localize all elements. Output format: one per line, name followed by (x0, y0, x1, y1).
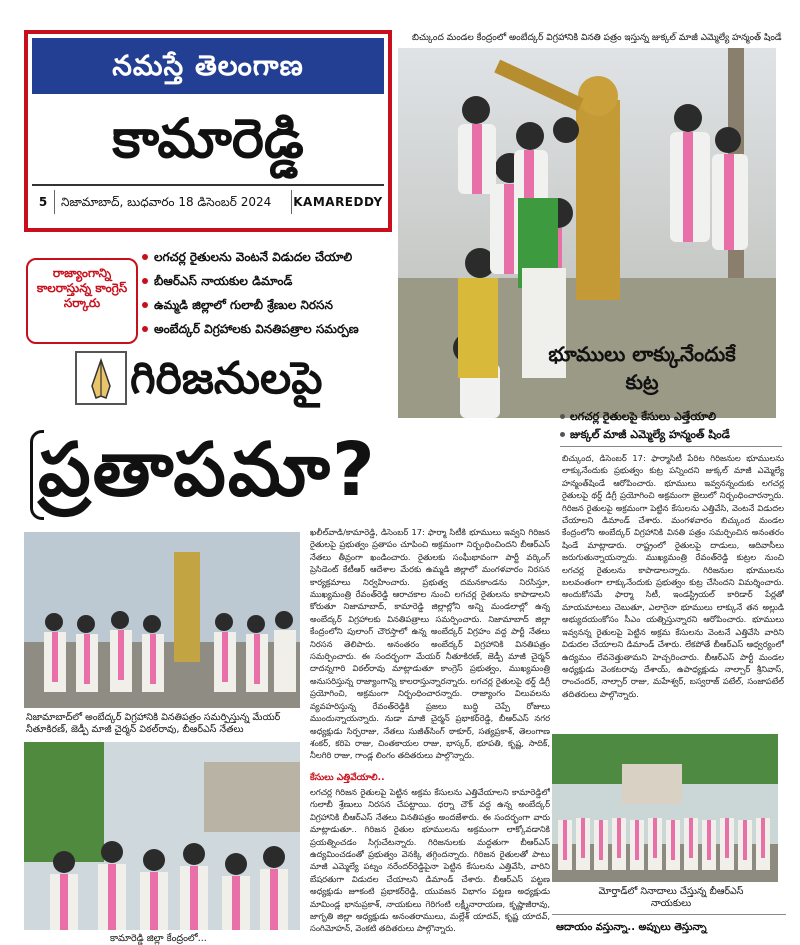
nizamabad-protest-photo (24, 532, 300, 708)
mortad-protest-photo (552, 734, 778, 882)
kamareddy-illustration (24, 742, 300, 930)
main-story-body: ఖలీల్‌వాడి/కామారెడ్డి, డిసెంబర్‌ 17: ఫార్మా సిటీకి భూములు ఇవ్వని గిరిజన రైతులపై ప్రభుత్వం ప్రతాపం చూపించి అక్రమంగా నిర్బంధించిందని బీఆర్‌ఎస్‌ నేతలు తీవ్రంగా ఖండించారు. రైతులకు సంఘీభావంగా పార్టీ వర్కింగ్‌ ప్రెసిడెంట్‌ కేటీఆర్‌ ఆదేశాల మేరకు ఉమ్మడి జిల్లాలో మంగళవారం నిరసన కార్యక్రమాలు నిర్వహించారు. ప్రభుత్వ దమనకాండను నిరసిస్తూ, ముఖ్యమంత్రి రేవంత్‌రెడ్డి ఆరాచకాల నుంచి లగచర్ల రైతులను కాపాడాలని కోరుతూ నిజామాబాద్‌, కామారెడ్డి జిల్లాల్లోని అన్ని మండలాల్లో ఉన్న అంబేద్కర్‌ విగ్రహాలకు వినతిపత్రాలు సమర్పించారు. నిజామాబాద్‌ జిల్లా కేంద్రంలోని పులాంగ్‌ చౌరస్తాలో ఉన్న అంబేద్కర్‌ విగ్రహం వద్ద పార్టీ నేతలు నిరసన తెలిపారు. అనంతరం అంబేద్కర్‌ విగ్రహానికి వినతిపత్రం సమర్పించారు. ఈ సందర్భంగా మేయర్‌ నీతూకిరణ్‌, జెడ్పీ మాజీ చైర్మన్‌ దాదన్నగారి విఠల్‌రావు మాట్లాడుతూ కాంగ్రెస్‌ ప్రభుత్వం, ముఖ్యమంత్రి అనుసరిస్తున్న రాజ్యాంగాన్ని కాలరాస్తున్నారన్నారు. లగచర్ల రైతులపై థర్డ్‌ డిగ్రీ ప్రయోగించి, అక్రమంగా నిర్బంధించారన్నారు. రాజ్యాంగం విలువలను వ్యవహరిస్తున్న రేవంత్‌రెడ్డికి ప్రజలు బుద్ధి చెప్పే రోజులు ముందున్నాయన్నారు. నుడా మాజీ చైర్మన్‌ ప్రభాకర్‌రెడ్డి, బీఆర్‌ఎస్‌ నగర అధ్యక్షుడు సిర్పరాజు, నేతలు సుజీత్‌సింగ్‌ ఠాకూర్‌, సత్యప్రకాశ్‌, తెలంగాణ శంకర్‌, కరిపె రాజు, చింతకాయల రాజు, భాస్కర్‌, భూపతి, కృష్ణ, సాదిక్‌, నీలగిరి రాజు, గాండ్ల లింగం తదితరులు పాల్గొన్నారు. (310, 527, 550, 761)
kamareddy-protest-photo (24, 742, 300, 930)
edition-title: కామారెడ్డి (112, 107, 304, 170)
key-point: లగచర్ల రైతులను వెంటనే విడుదల చేయాలి (142, 247, 398, 271)
key-point: అంబేద్కర్‌ విగ్రహాలకు వినతిపత్రాల సమర్పణ (142, 319, 398, 343)
side-story-headline: భూములు లాక్కునేందుకే కుట్ర (548, 342, 736, 394)
newspaper-brand: నమస్తే తెలంగాణ (32, 38, 384, 94)
nizamabad-illustration (24, 532, 300, 708)
masthead (24, 30, 392, 232)
main-story-subhead: కేసులు ఎత్తివేయాలి.. (310, 773, 385, 783)
kamareddy-photo-caption: కామారెడ్డి జిల్లా కేంద్రంలో... (110, 933, 207, 944)
side-point: జుక్కల్‌ మాజీ ఎమ్మెల్యే హన్మంత్‌ షిండే (560, 426, 788, 444)
slogan-badge: రాజ్యాంగాన్ని కాలరాస్తున్న కాంగ్రెస్‌ సర్కారు (26, 258, 138, 344)
side-story-body: బిచ్కుంద, డిసెంబర్‌ 17: ఫార్మాసిటీ పేరిట గిరిజనుల భూములను లాక్కునేందుకు ప్రభుత్వం కుట్ర పన్నిందని జుక్కల్‌ మాజీ ఎమ్మెల్యే హన్మంత్‌షిండే ఆరోపించారు. భూములు ఇవ్వనన్నందుకు లగచర్ల రైతులపై థర్డ్‌ డిగ్రీ ప్రయోగించి అక్రమంగా జైలులో నిర్బంధించారన్నారు. గిరిజన రైతులపై అక్రమంగా పెట్టిన కేసులను ఎత్తివేసి, వెంటనే విడుదల చేయాలని డిమాండ్‌ చేశారు. మంగళవారం బిచ్కుంద మండల కేంద్రంలోని అంబేద్కర్‌ విగ్రహానికి వినతి పత్రం సమర్పించిన అనంతరం షిండే మాట్లాడారు. రాష్ట్రంలో రైతులపై దాడులు, ఆదివాసీలు జరుగుతున్నాయన్నారు. ముఖ్యమంత్రి రేవంత్‌రెడ్డి కుట్రల నుంచి లగచర్ల రైతులను కాపాడాలన్నారు. గిరిజనుల భూములను బలవంతంగా లాక్కునేందుకు ప్రభుత్వం కుట్ర చేసిందని విమర్శించారు. అందుకోసమే ఫార్మా సిటీ, ఇండస్ట్రియల్‌ కారిడార్‌ పేర్లతో మాయమాటలు చెబుతూ, ఎలాగైనా భూములు లాక్కునే తన అల్లుడి అభ్యుదయంకోసం సీఎం యత్నిస్తున్నారని ఆరోపించారు. భూములు ఇవ్వనన్న రైతులపై పెట్టిన అక్రమ కేసులను వెంటనే ఎత్తివేసి వారిని విడుదల చేయాలని డిమాండ్‌ చేశారు. లేకపోతే బీఆర్‌ఎస్‌ ఆధ్వర్యంలో ఉద్యమం లేవనెత్తుతామని హెచ్చరించారు. బీఆర్‌ఎస్‌ పార్టీ మండల అధ్యక్షుడు వెంకటరావు దేశాయ్‌, ఉపాధ్యక్షుడు నాల్చార్‌ శ్రీనివాస్‌, రాంచందర్‌, నాల్చార్‌ రాజు, మహేశ్వర్‌, బస్వరాజ్‌ పటేల్‌, సంజాపటేల్‌ తదితరులు పాల్గొన్నారు. (562, 453, 784, 699)
mortad-photo-caption: మోర్తాడ్‌లో నినాదాలు చేస్తున్న బీఆర్‌ఎస్‌ నాయకులు (598, 886, 744, 909)
footer-divider (552, 914, 786, 915)
headline-line-2: ప్రతాపమా? (38, 427, 377, 513)
side-point: లగచర్ల రైతులపై కేసులు ఎత్తేయాలి (560, 408, 788, 426)
footer-teaser: ఆదాయం వస్తున్నా.. అప్పులు తెస్తున్నా (556, 922, 707, 933)
side-divider (560, 446, 782, 447)
nizamabad-photo-caption: నిజామాబాద్‌లో అంబేద్కర్‌ విగ్రహానికి వినతిపత్రం సమర్పిస్తున్న మేయర్‌ నీతూకిరణ్‌, జెడ్పీ మాజీ చైర్మన్‌ విఠల్‌రావు, బీఆర్‌ఎస్‌ నేతలు (26, 712, 281, 735)
page-number: 5 (38, 195, 48, 209)
key-points-list (142, 247, 398, 343)
main-story-body-2: లగచర్ల గిరిజన రైతులపై పెట్టిన అక్రమ కేసులను ఎత్తివేయాలని కామారెడ్డిలో గులాబీ శ్రేణులు నిరసన చేపట్టాయి. ధర్నా చౌక్‌ వద్ద ఉన్న అంబేద్కర్‌ విగ్రహానికి బీఆర్‌ఎస్‌ నేతలు వినతిపత్రం అందజేశారు. ఈ సందర్భంగా వారు మాట్లాడుతూ.. గిరిజన రైతుల భూములను అక్రమంగా లాక్కోవడానికి ప్రయత్నించడం సిగ్గుచేటన్నారు. గిరిజనులకు మద్దతుగా బీఆర్‌ఎస్‌ ఉద్యమించడంతో ప్రభుత్వం వెనక్కి తగ్గిందన్నారు. గిరిజన రైతులతో పాటు మాజీ ఎమ్మెల్యే పట్నం నరేందర్‌రెడ్డిపైనా పెట్టిన కేసులను ఎత్తివేసి, వారిని బేషరతుగా విడుదల చేయాలని డిమాండ్‌ చేశారు. బీఆర్‌ఎస్‌ పట్టణ అధ్యక్షుడు జూకంటి ప్రభాకర్‌రెడ్డి, యువజన విభాగం పట్టణ అధ్యక్షుడు మామిండ్ల భానుప్రకాశ్‌, నాయకులు గెరిగంటి లక్ష్మీనారాయణ, కృష్ణాజీరావు, జాగృతి జిల్లా అధ్యక్షుడు అనంతరాములు, మల్లేశ్‌ యాదవ్‌, కృష్ణ యాదవ్‌, సంగిమోహన్‌, వెంకటి తదితరులు పాల్గొన్నారు. (310, 787, 550, 934)
key-point: ఉమ్మడి జిల్లాలో గులాబీ శ్రేణుల నిరసన (142, 295, 398, 319)
key-point: బీఆర్‌ఎస్‌ నాయకుల డిమాండ్‌ (142, 271, 398, 295)
top-photo-caption: బిచ్కుంద మండల కేంద్రంలో అంబేద్కర్‌ విగ్రహానికి వినతి పత్రం ఇస్తున్న జుక్కల్‌ మాజీ ఎమ్మెల్యే హన్మంత్‌ షిండే (412, 33, 782, 43)
mortad-illustration (552, 734, 778, 882)
dateline-bar (32, 184, 384, 218)
headline-line-1: గిరిజనులపై (130, 353, 323, 404)
side-story-points (560, 408, 788, 444)
dateline: నిజామాబాద్‌, బుధవారం 18 డిసెంబర్‌ 2024 (54, 190, 292, 214)
edition-english: KAMAREDDY (293, 195, 383, 209)
folded-hands-icon (70, 346, 132, 408)
